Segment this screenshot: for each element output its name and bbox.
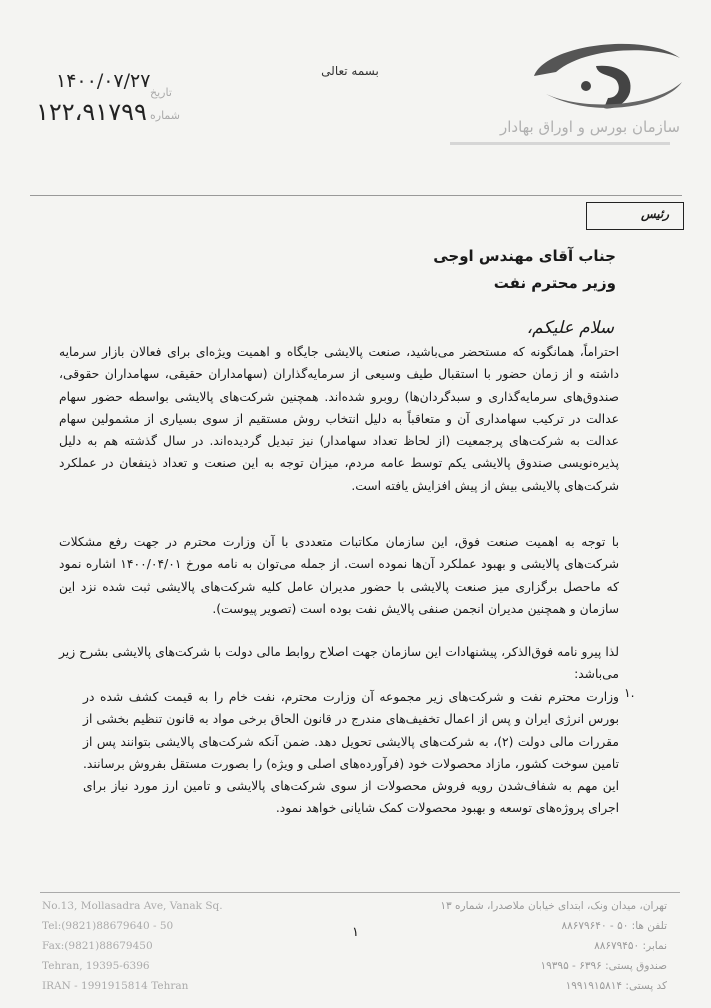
organization-logo — [526, 36, 686, 114]
addressee-title: وزیر محترم نفت — [493, 274, 616, 292]
footer-postcode-en: IRAN - 1991915814 Tehran — [42, 980, 189, 992]
organization-name: سازمان بورس و اوراق بهادار — [499, 118, 680, 136]
footer-address-fa: تهران، میدان ونک، ابتدای خیابان ملاصدرا، شماره ۱۳ — [440, 900, 667, 912]
greeting: سلام علیکم، — [526, 318, 614, 338]
recipient-tag-text: رئیس — [640, 207, 669, 221]
paragraph-3: لذا پیرو نامه فوق‌الذکر، پیشنهادات این سازمان جهت اصلاح روابط مالی دولت با شرکت‌های پالایشی بشرح زیر می‌باشد: — [59, 645, 619, 682]
addressee-name: جناب آقای مهندس اوجی — [433, 247, 616, 265]
footer-tel-en: Tel:(9821)88679640 - 50 — [42, 920, 174, 932]
footer-fax-en: Fax:(9821)88679450 — [42, 940, 153, 952]
footer-pobox-en: Tehran, 19395-6396 — [42, 960, 150, 972]
basmala: بسمه تعالی — [321, 64, 379, 78]
page-number: ۱ — [352, 925, 359, 940]
list-item-text: وزارت محترم نفت و شرکت‌های زیر مجموعه آن وزارت محترم، نفت خام را به قیمت کشف شده در بورس انرژی ایران و پس از اعمال تخفیف‌های مندرج در قانون الحاق برخی مواد به قانون تنظیم بخشی از مقررات مالی دولت (۲)، به شرکت‌های پالایشی تحویل دهد. ضمن آنکه شرکت‌های پالایشی بتوانند پس از تامین سوخت کشور، مازاد محصولات خود (فرآورده‌های اصلی و ویژه) را بصورت مستقل بفروش برسانند. این مهم به شفاف‌شدن رویه فروش محصولات از سوی شرکت‌های پالایشی و تامین ارز مورد نیاز برای اجرای پروژه‌های توسعه و بهبود محصولات کمک شایانی خواهد نمود. — [83, 690, 619, 816]
footer-postcode-fa: کد پستی: ۱۹۹۱۹۱۵۸۱۴ — [565, 980, 667, 992]
list-item-number: ۱. — [624, 686, 635, 700]
number-label: شماره — [150, 109, 181, 122]
footer-tel-fa: تلفن ها: ۵۰ - ۸۸۶۷۹۶۴۰ — [561, 920, 667, 932]
paragraph-2: با توجه به اهمیت صنعت فوق، این سازمان مکاتبات متعددی با آن وزارت محترم در جهت رفع مشکلات شرکت‌های پالایشی و بهبود عملکرد آن‌ها نموده است. از جمله می‌توان به نامه مورخ ۱۴۰۰/۰۴/۰۱ اشاره نمود که ماحصل برگزاری میز صنعت پالایشی با حضور مدیران عامل کلیه شرکت‌های پالایشی ثبت شده نزد این سازمان و همچنین مدیران انجمن صنفی پالایش نفت بوده است (تصویر پیوست). — [59, 535, 619, 616]
paragraph-1: احتراماً، همانگونه که مستحضر می‌باشید، صنعت پالایشی جایگاه و اهمیت ویژه‌ای برای فعالان بازار سرمایه داشته و از زمان حضور با استقبال طیف وسیعی از سرمایه‌گذاران (سهامداران حقیقی، سهامداران حقوقی، صندوق‌های سرمایه‌گذاری و سبدگردان‌ها) روبرو شده‌اند. همچنین شرکت‌های پالایشی بواسطه حضور سهام عدالت در ترکیب سهامداری آن و متعاقباً به دلیل انتخاب روش مستقیم از سوی بسیاری از مشمولین سهام عدالت به شرکت‌های پرجمعیت (از لحاظ تعداد سهامدار) نیز تبدیل گردیده‌اند. در سال گذشته هم به دلیل پذیره‌نویسی صندوق پالایشی یکم توسط عامه مردم، میزان توجه به این صنعت و تعداد ذینفعان در عملکرد شرکت‌های پالایشی بیش از پیش افزایش یافته است. — [59, 345, 619, 493]
footer-divider — [40, 892, 680, 893]
date-value: ۱۴۰۰/۰۷/۲۷ — [56, 70, 151, 92]
organization-subtitle-strip — [450, 140, 670, 148]
recipient-tag — [586, 202, 684, 230]
footer-pobox-fa: صندوق پستی: ۶۳۹۶ - ۱۹۳۹۵ — [540, 960, 667, 972]
letter-number-value: ۱۲۲،۹۱۷۹۹ — [36, 98, 147, 126]
footer-fax-fa: نمابر: ۸۸۶۷۹۴۵۰ — [594, 940, 667, 952]
header-divider — [30, 195, 682, 196]
date-label: تاریخ — [150, 86, 172, 99]
footer-address-en: No.13, Mollasadra Ave, Vanak Sq. — [42, 900, 223, 912]
